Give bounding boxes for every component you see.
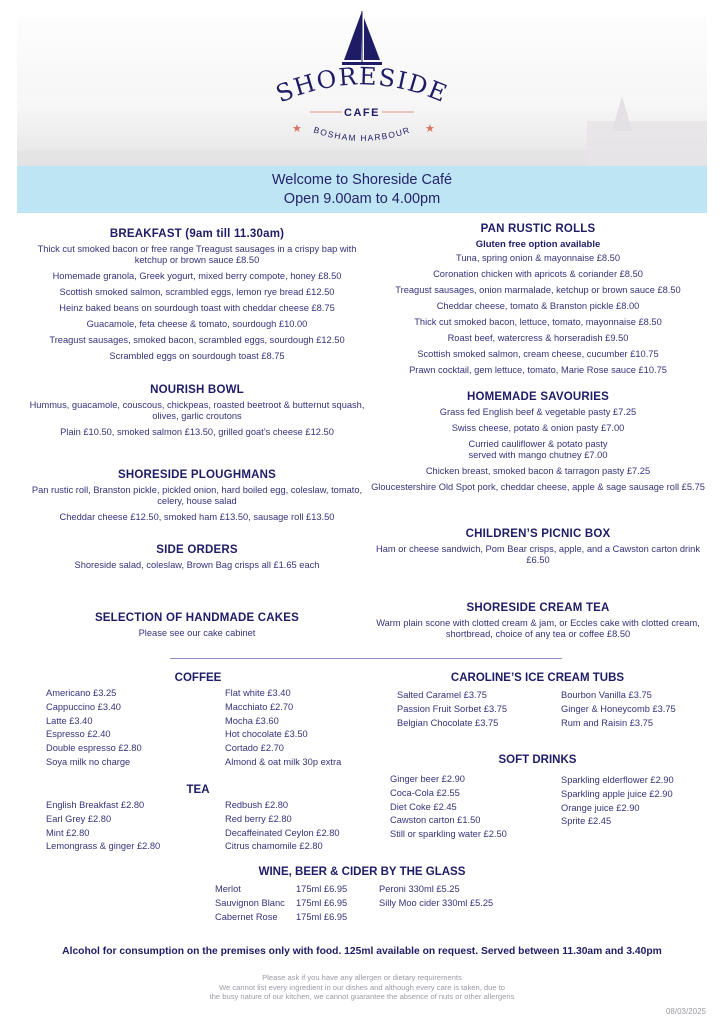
coffee-heading: COFFEE [174,672,222,684]
menu-item: Chicken breast, smoked bacon & tarragon pasty £7.25 [425,466,651,476]
beer-cider-list [379,883,493,911]
logo-name: SHORESIDE [271,62,452,109]
menu-item: Sauvignon Blanc [215,897,285,908]
menu-item: Belgian Chocolate £3.75 [397,717,499,728]
menu-item: 175ml £6.95 [296,897,348,908]
menu-item: Warm plain scone with clotted cream & jam, or Eccles cake with clotted cream, shortbread, choice of any tea or coffee £8.50 [376,618,700,639]
menu-item: Homemade granola, Greek yogurt, mixed berry compote, honey £8.50 [52,271,342,281]
section-heading: NOURISH BOWL [150,384,244,396]
sailboat-icon [342,11,382,65]
menu-item: Mint £2.80 [46,827,90,838]
menu-item: Ham or cheese sandwich, Pom Bear crisps, apple, and a Cawston carton drink £6.50 [376,544,700,565]
menu-item: Sprite £2.45 [561,816,612,827]
menu-item: Americano £3.25 [46,688,117,698]
section-heading: SHORESIDE PLOUGHMANS [118,469,276,481]
opening-hours: Open 9.00am to 4.00pm [283,191,441,207]
menu-item: Macchiato £2.70 [225,701,294,712]
menu-item: Merlot [215,884,241,894]
menu-item: Sparkling apple juice £2.90 [561,788,673,799]
menu-item: Treagust sausages, onion marmalade, ketchup or brown sauce £8.50 [395,285,681,295]
menu-item: Roast beef, watercress & horseradish £9.50 [447,333,629,343]
menu-item: Prawn cocktail, gem lettuce, tomato, Marie Rose sauce £10.75 [409,365,667,375]
section-heading: SHORESIDE CREAM TEA [466,602,610,614]
menu-item: Cheddar cheese, tomato & Branston pickle £8.00 [436,301,640,311]
section-subtitle: Gluten free option available [475,239,601,250]
menu-item: Cappuccino £3.40 [46,701,121,712]
menu-section [368,390,708,498]
soft-drinks-list [390,773,507,842]
section-heading: BREAKFAST (9am till 11.30am) [109,228,285,240]
menu-item: 175ml £6.95 [296,884,348,894]
menu-item: Gloucestershire Old Spot pork, cheddar cheese, apple & sage sausage roll £5.75 [371,482,705,492]
menu-section [24,611,370,644]
menu-date: 08/03/2025 [665,1007,706,1016]
star-icon: ★ [292,123,302,135]
menu-item: Passion Fruit Sorbet £3.75 [397,703,508,714]
menu-item: Heinz baked beans on sourdough toast with cheddar cheese £8.75 [59,303,335,313]
menu-item: Hummus, guacamole, couscous, chickpeas, roasted beetroot & butternut squash, olives, garlic croutons [29,400,365,421]
svg-text:SHORESIDE [272,62,452,108]
soft-drinks-heading: SOFT DRINKS [498,754,577,766]
menu-item: Coronation chicken with apricots & coriander £8.50 [433,269,643,279]
menu-item: Redbush £2.80 [225,800,289,810]
menu-section [24,383,370,443]
ice-cream-list [397,689,507,730]
wine-names [215,883,285,924]
menu-section [368,222,708,381]
menu-item: Peroni 330ml £5.25 [379,884,460,894]
menu-item: Cawston carton £1.50 [390,815,481,826]
star-icon: ★ [425,123,435,135]
menu-item: Swiss cheese, potato & onion pasty £7.00 [451,423,625,433]
menu-item: Scottish smoked salmon, scrambled eggs, lemon rye bread £12.50 [59,287,335,297]
logo-sub: CAFE [344,107,380,119]
menu-item: Please ask if you have any allergen or dietary requirements [262,973,462,982]
menu-item: Soya milk no charge [46,756,131,767]
wine-prices [296,883,347,924]
allergen-notice [0,973,724,1002]
menu-item: Sparkling elderflower £2.90 [561,775,674,785]
menu-item: the busy nature of our kitchen, we cannot guarantee the absence of nuts or other allergens [209,992,515,1001]
menu-item: Orange juice £2.90 [561,802,640,813]
menu-item: Grass fed English beef & vegetable pasty £7.25 [439,407,637,417]
menu-item: Ginger & Honeycomb £3.75 [561,703,676,714]
menu-item: Pan rustic roll, Branston pickle, pickled onion, hard boiled egg, coleslaw, tomato, celery, house salad [31,485,363,506]
menu-item: Curried cauliflower & potato pasty served with mango chutney £7.00 [468,439,608,460]
section-heading: SELECTION OF HANDMADE CAKES [94,612,300,624]
menu-item: Diet Coke £2.45 [390,801,457,812]
church-spire [612,96,632,131]
menu-item: Lemongrass & ginger £2.80 [46,841,161,852]
section-divider [170,658,562,659]
menu-item: Still or sparkling water £2.50 [390,829,507,840]
menu-section [368,527,708,571]
menu-item: Red berry £2.80 [225,813,292,824]
menu-item: Latte £3.40 [46,715,93,726]
menu-item: Salted Caramel £3.75 [397,690,487,700]
menu-section [24,227,370,367]
menu-item: Flat white £3.40 [225,688,291,698]
coffee-list [46,687,142,770]
menu-section [368,601,708,645]
menu-item: Citrus chamomile £2.80 [225,841,323,852]
wine-heading: WINE, BEER & CIDER BY THE GLASS [258,866,466,878]
menu-item: Treagust sausages, smoked bacon, scrambled eggs, sourdough £12.50 [49,335,345,345]
menu-item: Scrambled eggs on sourdough toast £8.75 [109,351,285,361]
menu-item: Silly Moo cider 330ml £5.25 [379,897,494,908]
harbour-buildings [587,121,707,166]
section-heading: CHILDREN’S PICNIC BOX [465,528,611,540]
menu-item: Espresso £2.40 [46,729,111,740]
menu-item: Ginger beer £2.90 [390,774,465,784]
menu-item: We cannot list every ingredient in our dishes and although every care is taken, due to [218,982,506,992]
menu-item: Double espresso £2.80 [46,743,142,754]
coffee-list [225,687,341,770]
menu-item: Thick cut smoked bacon, lettuce, tomato, mayonnaise £8.50 [414,317,662,327]
tea-list [46,799,160,854]
welcome-text: Welcome to Shoreside Café [271,172,453,188]
menu-item: Almond & oat milk 30p extra [225,756,342,767]
menu-item: Coca-Cola £2.55 [390,787,460,798]
menu-item: English Breakfast £2.80 [46,800,145,810]
ice-cream-list [561,689,676,730]
menu-item: Cabernet Rose [215,911,278,922]
tea-heading: TEA [186,784,210,796]
menu-section [24,543,370,576]
section-heading: PAN RUSTIC ROLLS [480,223,596,235]
section-heading: HOMEMADE SAVOURIES [466,391,610,403]
menu-item: Please see our cake cabinet [138,628,256,638]
ice-cream-heading: CAROLINE’S ICE CREAM TUBS [450,672,625,684]
menu-item: Scottish smoked salmon, cream cheese, cucumber £10.75 [417,349,659,359]
menu-item: Mocha £3.60 [225,715,279,726]
menu-item: Rum and Raisin £3.75 [561,717,653,728]
menu-item: Bourbon Vanilla £3.75 [561,690,652,700]
menu-item: Shoreside salad, coleslaw, Brown Bag crisps all £1.65 each [74,560,320,570]
tea-list [225,799,340,854]
menu-item: 175ml £6.95 [296,911,348,922]
menu-section [24,468,370,528]
menu-item: Plain £10.50, smoked salmon £13.50, grilled goat’s cheese £12.50 [60,427,334,437]
menu-item: Tuna, spring onion & mayonnaise £8.50 [455,253,620,263]
menu-item: Cheddar cheese £12.50, smoked ham £13.50, sausage roll £13.50 [59,512,335,522]
menu-item: Thick cut smoked bacon or free range Treagust sausages in a crispy bap with ketchup or brown sauce £8.50 [37,244,357,265]
menu-item: Guacamole, feta cheese & tomato, sourdough £10.00 [86,319,308,329]
svg-text:BOSHAM HARBOUR [312,125,411,143]
welcome-banner [17,166,707,213]
alcohol-notice: Alcohol for consumption on the premises only with food. 125ml available on request. Served between 11.30am and 3.40pm [62,946,662,957]
soft-drinks-list [561,774,674,829]
menu-item: Earl Grey £2.80 [46,813,112,824]
logo-location: BOSHAM HARBOUR [312,124,412,144]
shoreside-logo [262,8,462,148]
menu-item: Cortado £2.70 [225,743,284,754]
menu-item: Decaffeinated Ceylon £2.80 [225,827,340,838]
section-heading: SIDE ORDERS [156,544,238,556]
menu-item: Hot chocolate £3.50 [225,729,308,740]
